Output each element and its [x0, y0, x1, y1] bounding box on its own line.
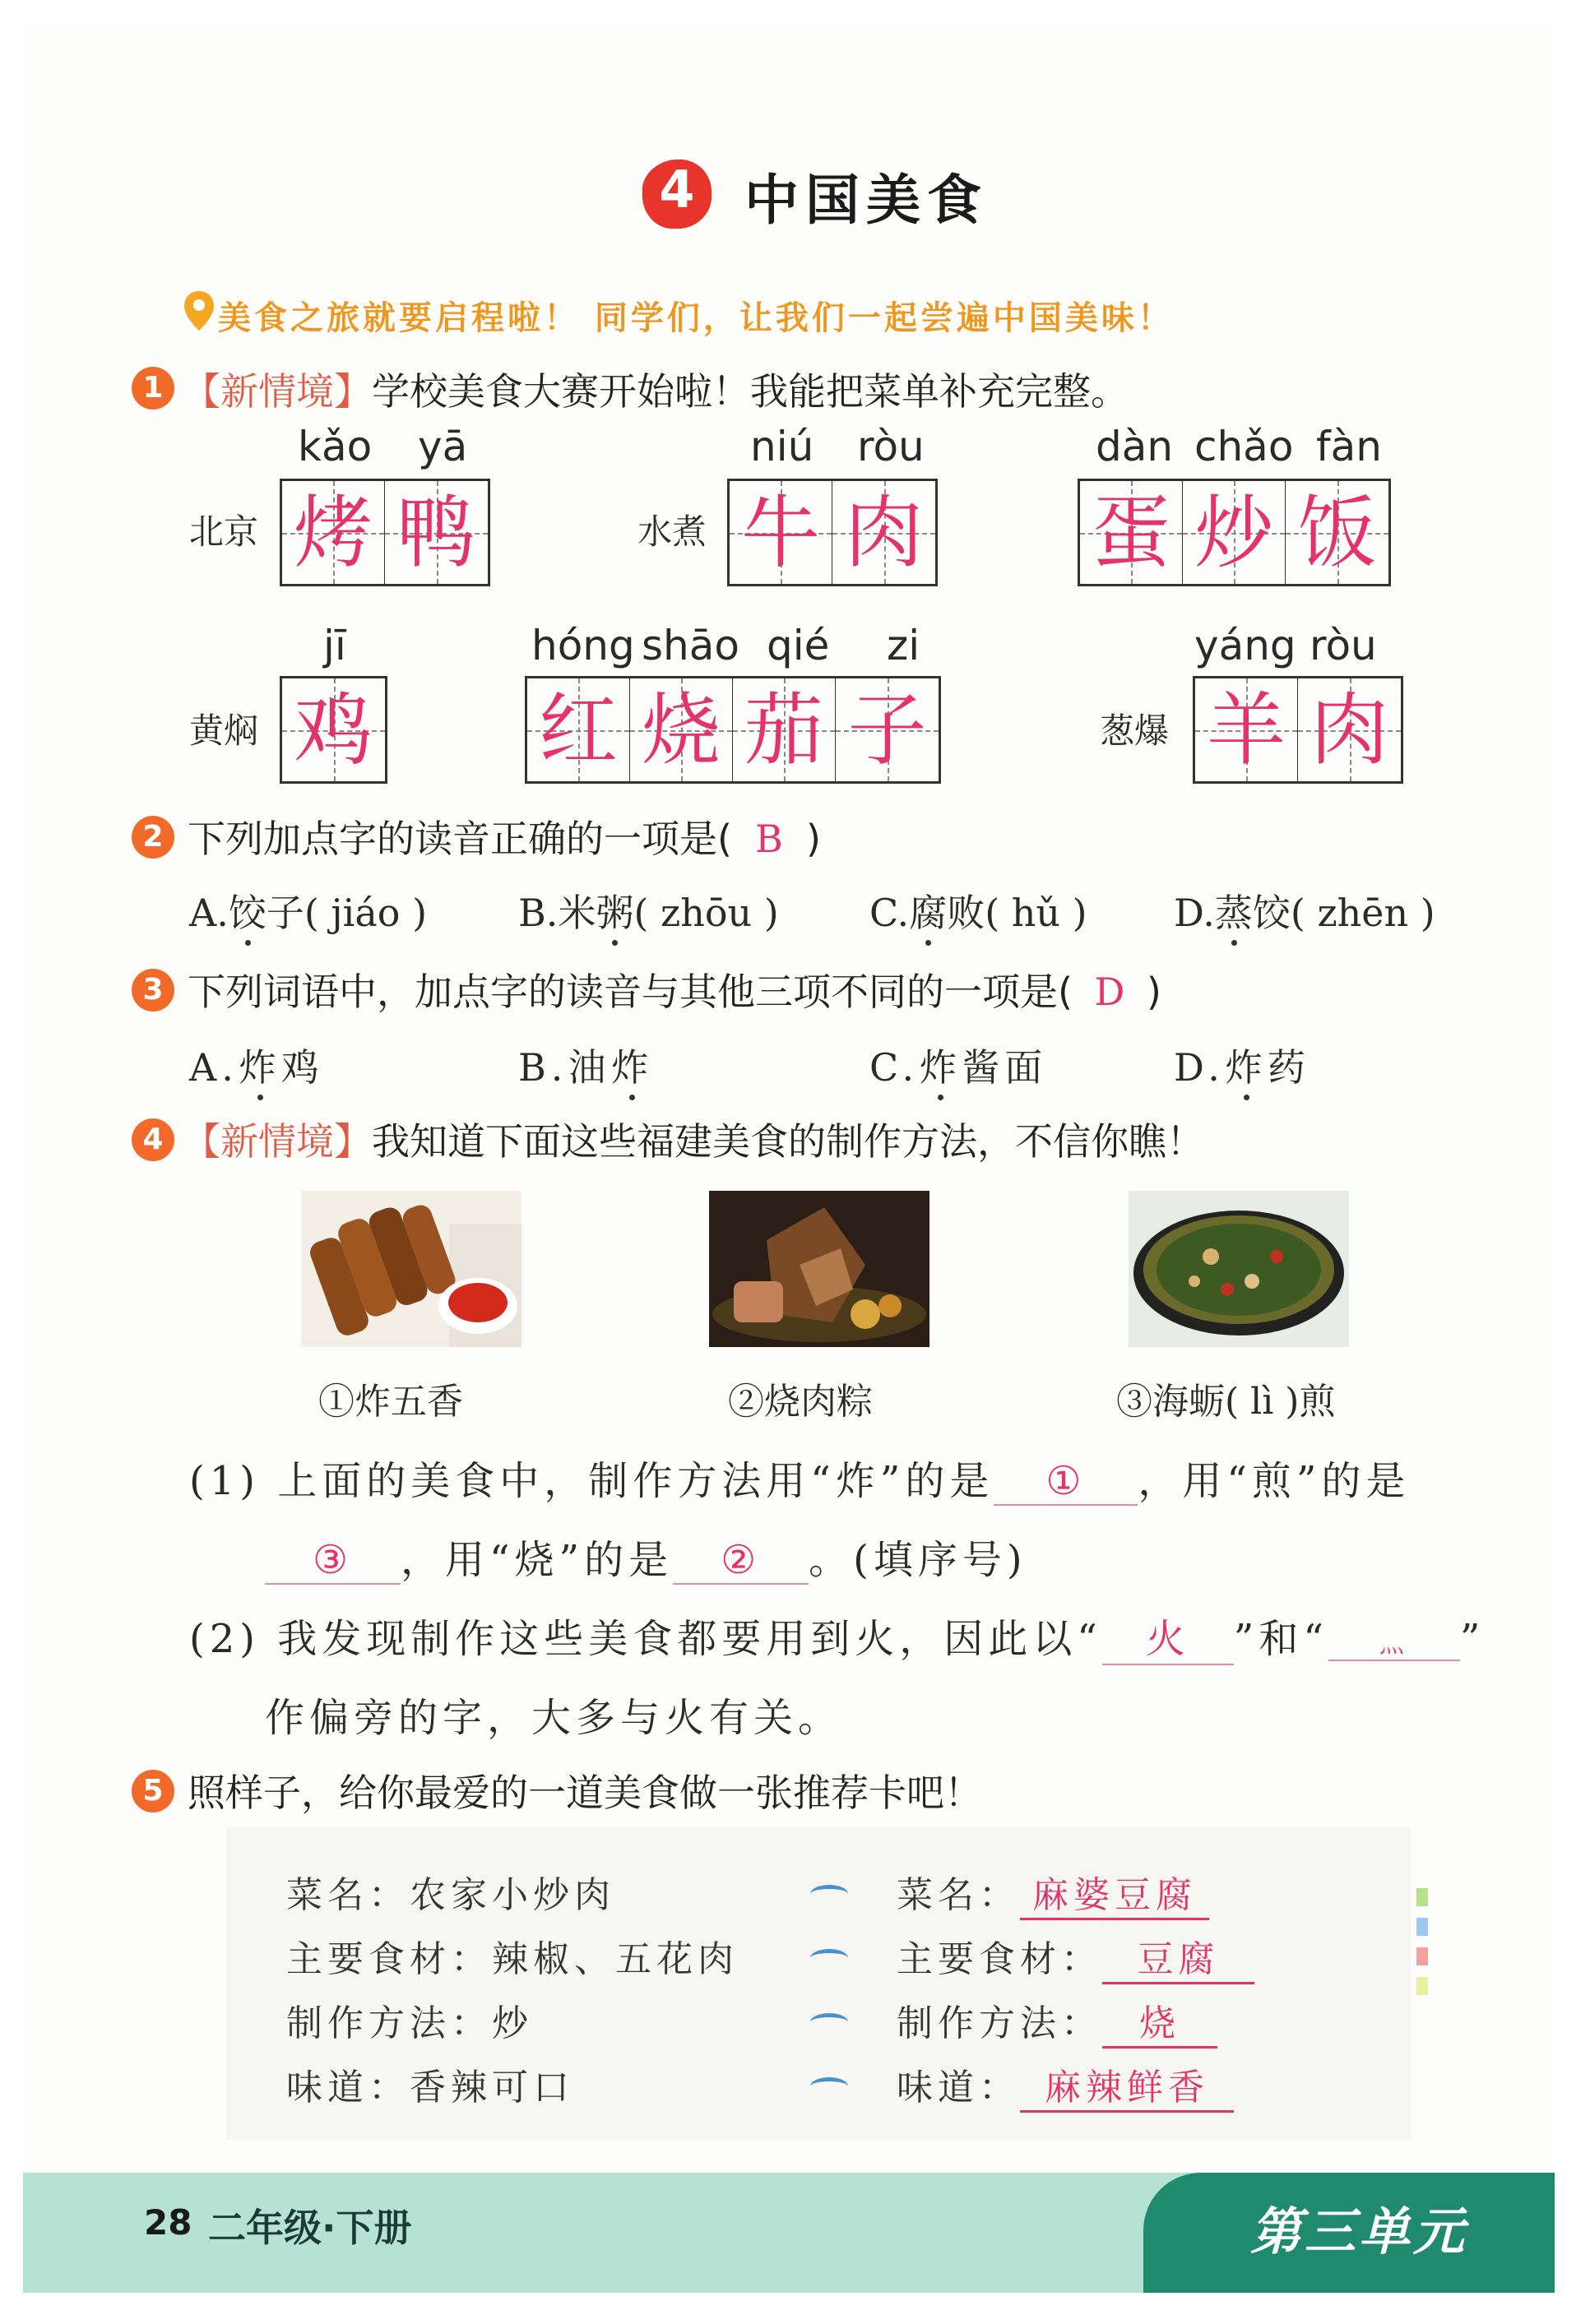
braised-pork-zongzi-image: [709, 1191, 929, 1347]
char-cell: 鸭: [385, 481, 488, 584]
option-a: A.饺子( jiáo ): [189, 883, 427, 937]
color-tab: [1416, 1888, 1428, 1906]
char-grid-niurou: [727, 479, 938, 586]
option-c: C.炸酱面: [869, 1038, 1047, 1092]
grade-label: 二年级·下册: [208, 2206, 412, 2250]
char-grid-kaoya: [280, 479, 490, 586]
color-tab: [1416, 1977, 1428, 1995]
pinyin: jī: [323, 622, 346, 669]
char-cell: 饭: [1286, 481, 1388, 584]
answer-taste: 味道： 麻辣鲜香: [897, 2058, 1234, 2113]
char-cell: 肉: [832, 481, 935, 584]
question-3-number: 3: [132, 969, 174, 1012]
answer-blank: 灬: [1328, 1623, 1460, 1661]
char-cell: 子: [836, 678, 939, 781]
pinyin: ròu: [1310, 622, 1377, 669]
food-caption-3: ③海蛎( lì )煎: [1116, 1381, 1336, 1423]
question-2-text: 下列加点字的读音正确的一项是( B ): [188, 817, 821, 861]
pinyin: zi: [887, 622, 920, 669]
char-cell: 肉: [1298, 678, 1401, 781]
pinyin: yáng: [1194, 622, 1296, 669]
question-1-text: 【新情境】学校美食大赛开始啦！我能把菜单补充完整。: [183, 369, 1129, 414]
binder-ring-icon: [810, 1885, 848, 1903]
dish-prefix: 葱爆: [1100, 711, 1170, 751]
page-number: 28: [144, 2202, 192, 2243]
char-cell: 红: [527, 678, 630, 781]
option-a: A.炸鸡: [189, 1038, 324, 1092]
question-2-number: 2: [132, 816, 174, 859]
char-cell: 烤: [282, 481, 385, 584]
char-grid-yangrou: [1193, 676, 1403, 784]
answer-blank: 火: [1102, 1607, 1234, 1665]
binder-ring-icon: [810, 1949, 848, 1967]
option-d: D.炸药: [1174, 1038, 1310, 1092]
char-cell: 羊: [1195, 678, 1298, 781]
answer-method: 制作方法： 烧: [897, 1993, 1217, 2049]
pinyin: niú: [750, 423, 814, 470]
example-ingredients: 主要食材：辣椒、五花肉: [286, 1938, 739, 1980]
pinyin: shāo: [642, 622, 739, 669]
q4-part1-line1: (1) 上面的美食中，制作方法用“炸”的是 ① ，用“煎”的是: [189, 1458, 1411, 1504]
example-taste: 味道：香辣可口: [286, 2067, 574, 2109]
pinyin: qié: [767, 622, 830, 669]
char-cell: 炒: [1183, 481, 1286, 584]
answer-mark: D: [1094, 970, 1125, 1014]
new-situation-tag: 新情境: [220, 369, 334, 414]
location-pin-icon: [183, 289, 216, 332]
binder-ring-icon: [810, 2013, 848, 2031]
example-method: 制作方法：炒: [286, 2002, 533, 2044]
pinyin: chǎo: [1194, 423, 1294, 470]
q4-part2-line1: (2) 我发现制作这些美食都要用到火，因此以“ 火 ”和“ 灬 ”: [189, 1607, 1485, 1665]
q4-part2-line2: 作偏旁的字，大多与火有关。: [265, 1695, 843, 1741]
char-cell: 蛋: [1080, 481, 1183, 584]
answer-blank: ①: [994, 1458, 1138, 1506]
option-b: B.油炸: [518, 1038, 653, 1092]
question-5-text: 照样子，给你最爱的一道美食做一张推荐卡吧！: [188, 1771, 982, 1815]
option-b: B.米粥( zhōu ): [518, 883, 779, 937]
q4-part1-line2: ③ ，用“烧”的是 ② 。(填序号): [265, 1528, 1027, 1585]
binder-ring-icon: [810, 2077, 848, 2095]
option-c: C.腐败( hǔ ): [869, 883, 1087, 937]
question-1-number: 1: [132, 367, 174, 410]
example-dish-name: 菜名：农家小炒肉: [286, 1874, 615, 1916]
pinyin: ròu: [857, 423, 925, 470]
pinyin: yā: [418, 423, 468, 470]
answer-dish-name: 菜名： 麻婆豆腐: [897, 1865, 1209, 1920]
char-grid-hongshaoqiezi: [525, 676, 941, 784]
char-cell: 鸡: [282, 678, 385, 781]
answer-ingredients: 主要食材： 豆腐: [897, 1929, 1254, 1984]
page-title: 中国美食: [744, 168, 988, 232]
pinyin: fàn: [1316, 423, 1382, 470]
answer-mark: B: [755, 817, 783, 861]
pinyin: kǎo: [298, 423, 373, 470]
fried-wuxiang-image: [301, 1191, 522, 1347]
question-4-text: 【新情境】我知道下面这些福建美食的制作方法，不信你瞧！: [183, 1119, 1204, 1164]
oyster-omelette-image: [1129, 1191, 1349, 1347]
dish-prefix: 水煮: [637, 512, 707, 552]
food-caption-1: ①炸五香: [318, 1381, 463, 1423]
pinyin: hóng: [531, 622, 635, 669]
pinyin: dàn: [1096, 423, 1174, 470]
dish-prefix: 北京: [189, 512, 259, 552]
color-tab: [1416, 1947, 1428, 1965]
char-cell: 茄: [733, 678, 836, 781]
new-situation-tag: 新情境: [220, 1119, 334, 1164]
unit-label: 第三单元: [1250, 2201, 1468, 2262]
answer-blank: ③: [265, 1537, 401, 1585]
question-3-text: 下列词语中，加点字的读音与其他三项不同的一项是( D ): [188, 970, 1161, 1014]
dish-prefix: 黄焖: [189, 711, 259, 751]
char-grid-ji: [280, 676, 387, 784]
char-cell: 烧: [630, 678, 733, 781]
char-cell: 牛: [730, 481, 832, 584]
char-grid-danchaofan: [1078, 479, 1391, 586]
option-d: D.蒸饺( zhēn ): [1174, 883, 1435, 937]
food-caption-2: ②烧肉粽: [728, 1381, 873, 1423]
color-tab: [1416, 1918, 1428, 1936]
question-5-number: 5: [132, 1770, 174, 1812]
answer-blank: ②: [673, 1537, 809, 1585]
intro-text: 美食之旅就要启程啦！ 同学们，让我们一起尝遍中国美味！: [218, 299, 1174, 337]
question-4-number: 4: [132, 1118, 174, 1161]
lesson-number: 4: [659, 160, 695, 220]
